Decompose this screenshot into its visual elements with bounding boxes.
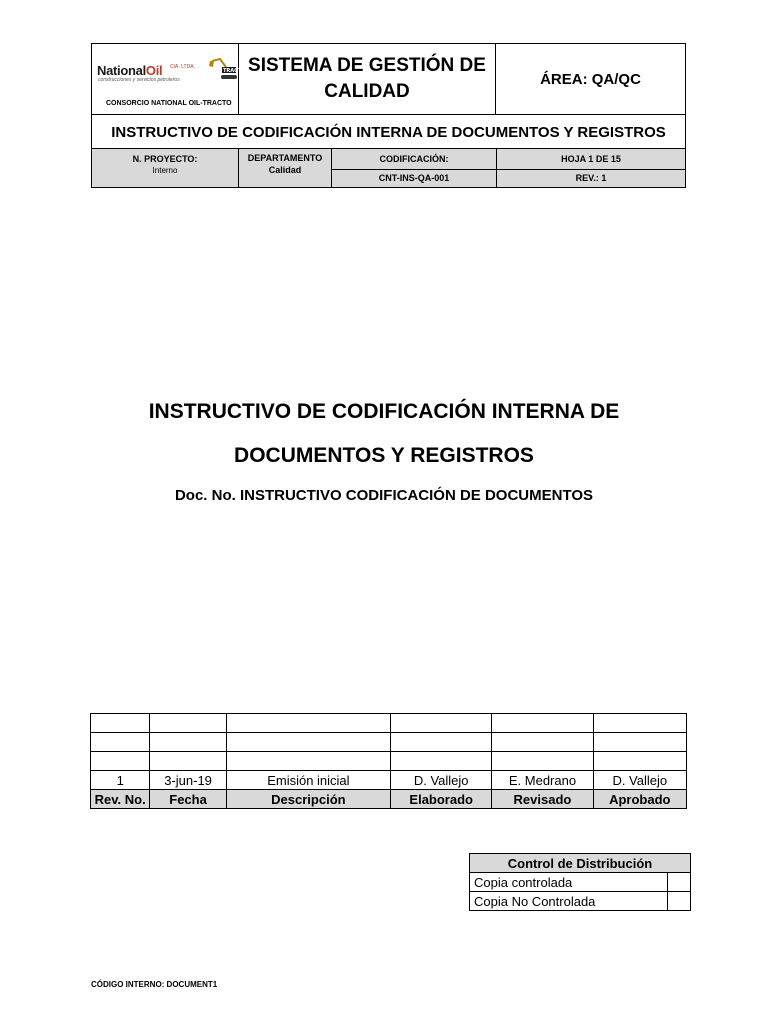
logo-suffix: CIA. LTDA.: [170, 64, 195, 70]
distribution-table: [469, 853, 691, 911]
revision-cell: [226, 752, 390, 771]
revision-cell: [150, 752, 226, 771]
department-label: DEPARTAMENTO: [247, 153, 323, 163]
coding-value: CNT-INS-QA-001: [332, 169, 497, 187]
logo-caption: CONSORCIO NATIONAL OIL-TRACTO: [106, 100, 232, 107]
revision-header-row: [91, 790, 687, 809]
title-line-2: DOCUMENTOS Y REGISTROS: [234, 444, 534, 467]
logo-wordmark: NationalOil: [97, 63, 163, 78]
company-logo: [92, 44, 246, 115]
distribution-row: [470, 892, 691, 911]
distribution-checkbox[interactable]: [668, 892, 691, 911]
department-value: Calidad: [268, 165, 302, 175]
distribution-title: Control de Distribución: [470, 854, 691, 873]
revision-cell: [91, 714, 150, 733]
revision-header-cell: Aprobado: [593, 790, 686, 809]
revision-cell: [492, 733, 593, 752]
system-title: SISTEMA DE GESTIÓN DE CALIDAD: [239, 44, 496, 115]
revision-cell: D. Vallejo: [593, 771, 686, 790]
document-meta-table: [91, 148, 686, 188]
coding-label: CODIFICACIÓN:: [332, 149, 497, 170]
revision-cell: [150, 733, 226, 752]
revision-cell: [593, 752, 686, 771]
revision-cell: [492, 752, 593, 771]
revision-header-cell: Descripción: [226, 790, 390, 809]
revision-cell: [226, 714, 390, 733]
revision-header-cell: Revisado: [492, 790, 593, 809]
revision-cell: [226, 733, 390, 752]
department-cell: [239, 149, 332, 188]
revision-cell: E. Medrano: [492, 771, 593, 790]
revision-row: [91, 714, 687, 733]
revision-header-cell: Rev. No.: [91, 790, 150, 809]
revision-cell: [593, 733, 686, 752]
logo-tagline: construcciones y servicios petroleros: [98, 77, 180, 83]
distribution-row: [470, 873, 691, 892]
revision-table: [90, 713, 687, 809]
internal-code-footer: CÓDIGO INTERNO: DOCUMENT1: [91, 980, 218, 989]
revision-cell: [391, 752, 492, 771]
revision-number: REV.: 1: [497, 169, 686, 187]
distribution-checkbox[interactable]: [668, 873, 691, 892]
title-line-1: INSTRUCTIVO DE CODIFICACIÓN INTERNA DE: [148, 400, 620, 423]
revision-cell: D. Vallejo: [391, 771, 492, 790]
revision-row: [91, 771, 687, 790]
project-cell: [92, 149, 239, 188]
tracto-excavator-icon: [208, 57, 246, 87]
revision-cell: Emisión inicial: [226, 771, 390, 790]
revision-cell: [150, 714, 226, 733]
document-title: [0, 390, 768, 478]
area-label: ÁREA: QA/QC: [496, 44, 686, 115]
project-label: N. PROYECTO:: [132, 154, 198, 164]
revision-header-cell: Fecha: [150, 790, 226, 809]
document-number: Doc. No. INSTRUCTIVO CODIFICACIÓN DE DOCUMENTOS: [174, 487, 594, 504]
revision-cell: [593, 714, 686, 733]
revision-cell: [391, 714, 492, 733]
distribution-item-label: Copia controlada: [470, 873, 668, 892]
tracto-text: TRACTO: [223, 68, 246, 74]
revision-cell: [91, 752, 150, 771]
revision-row: [91, 733, 687, 752]
revision-cell: 3-jun-19: [150, 771, 226, 790]
project-value: Interno: [152, 166, 178, 175]
revision-cell: [91, 733, 150, 752]
document-header: [91, 43, 686, 150]
document-subtitle: INSTRUCTIVO DE CODIFICACIÓN INTERNA DE DOCUMENTOS Y REGISTROS: [92, 115, 686, 150]
sheet-number: HOJA 1 DE 15: [497, 149, 686, 170]
revision-row: [91, 752, 687, 771]
distribution-item-label: Copia No Controlada: [470, 892, 668, 911]
revision-cell: 1: [91, 771, 150, 790]
revision-header-cell: Elaborado: [391, 790, 492, 809]
revision-cell: [391, 733, 492, 752]
revision-cell: [492, 714, 593, 733]
